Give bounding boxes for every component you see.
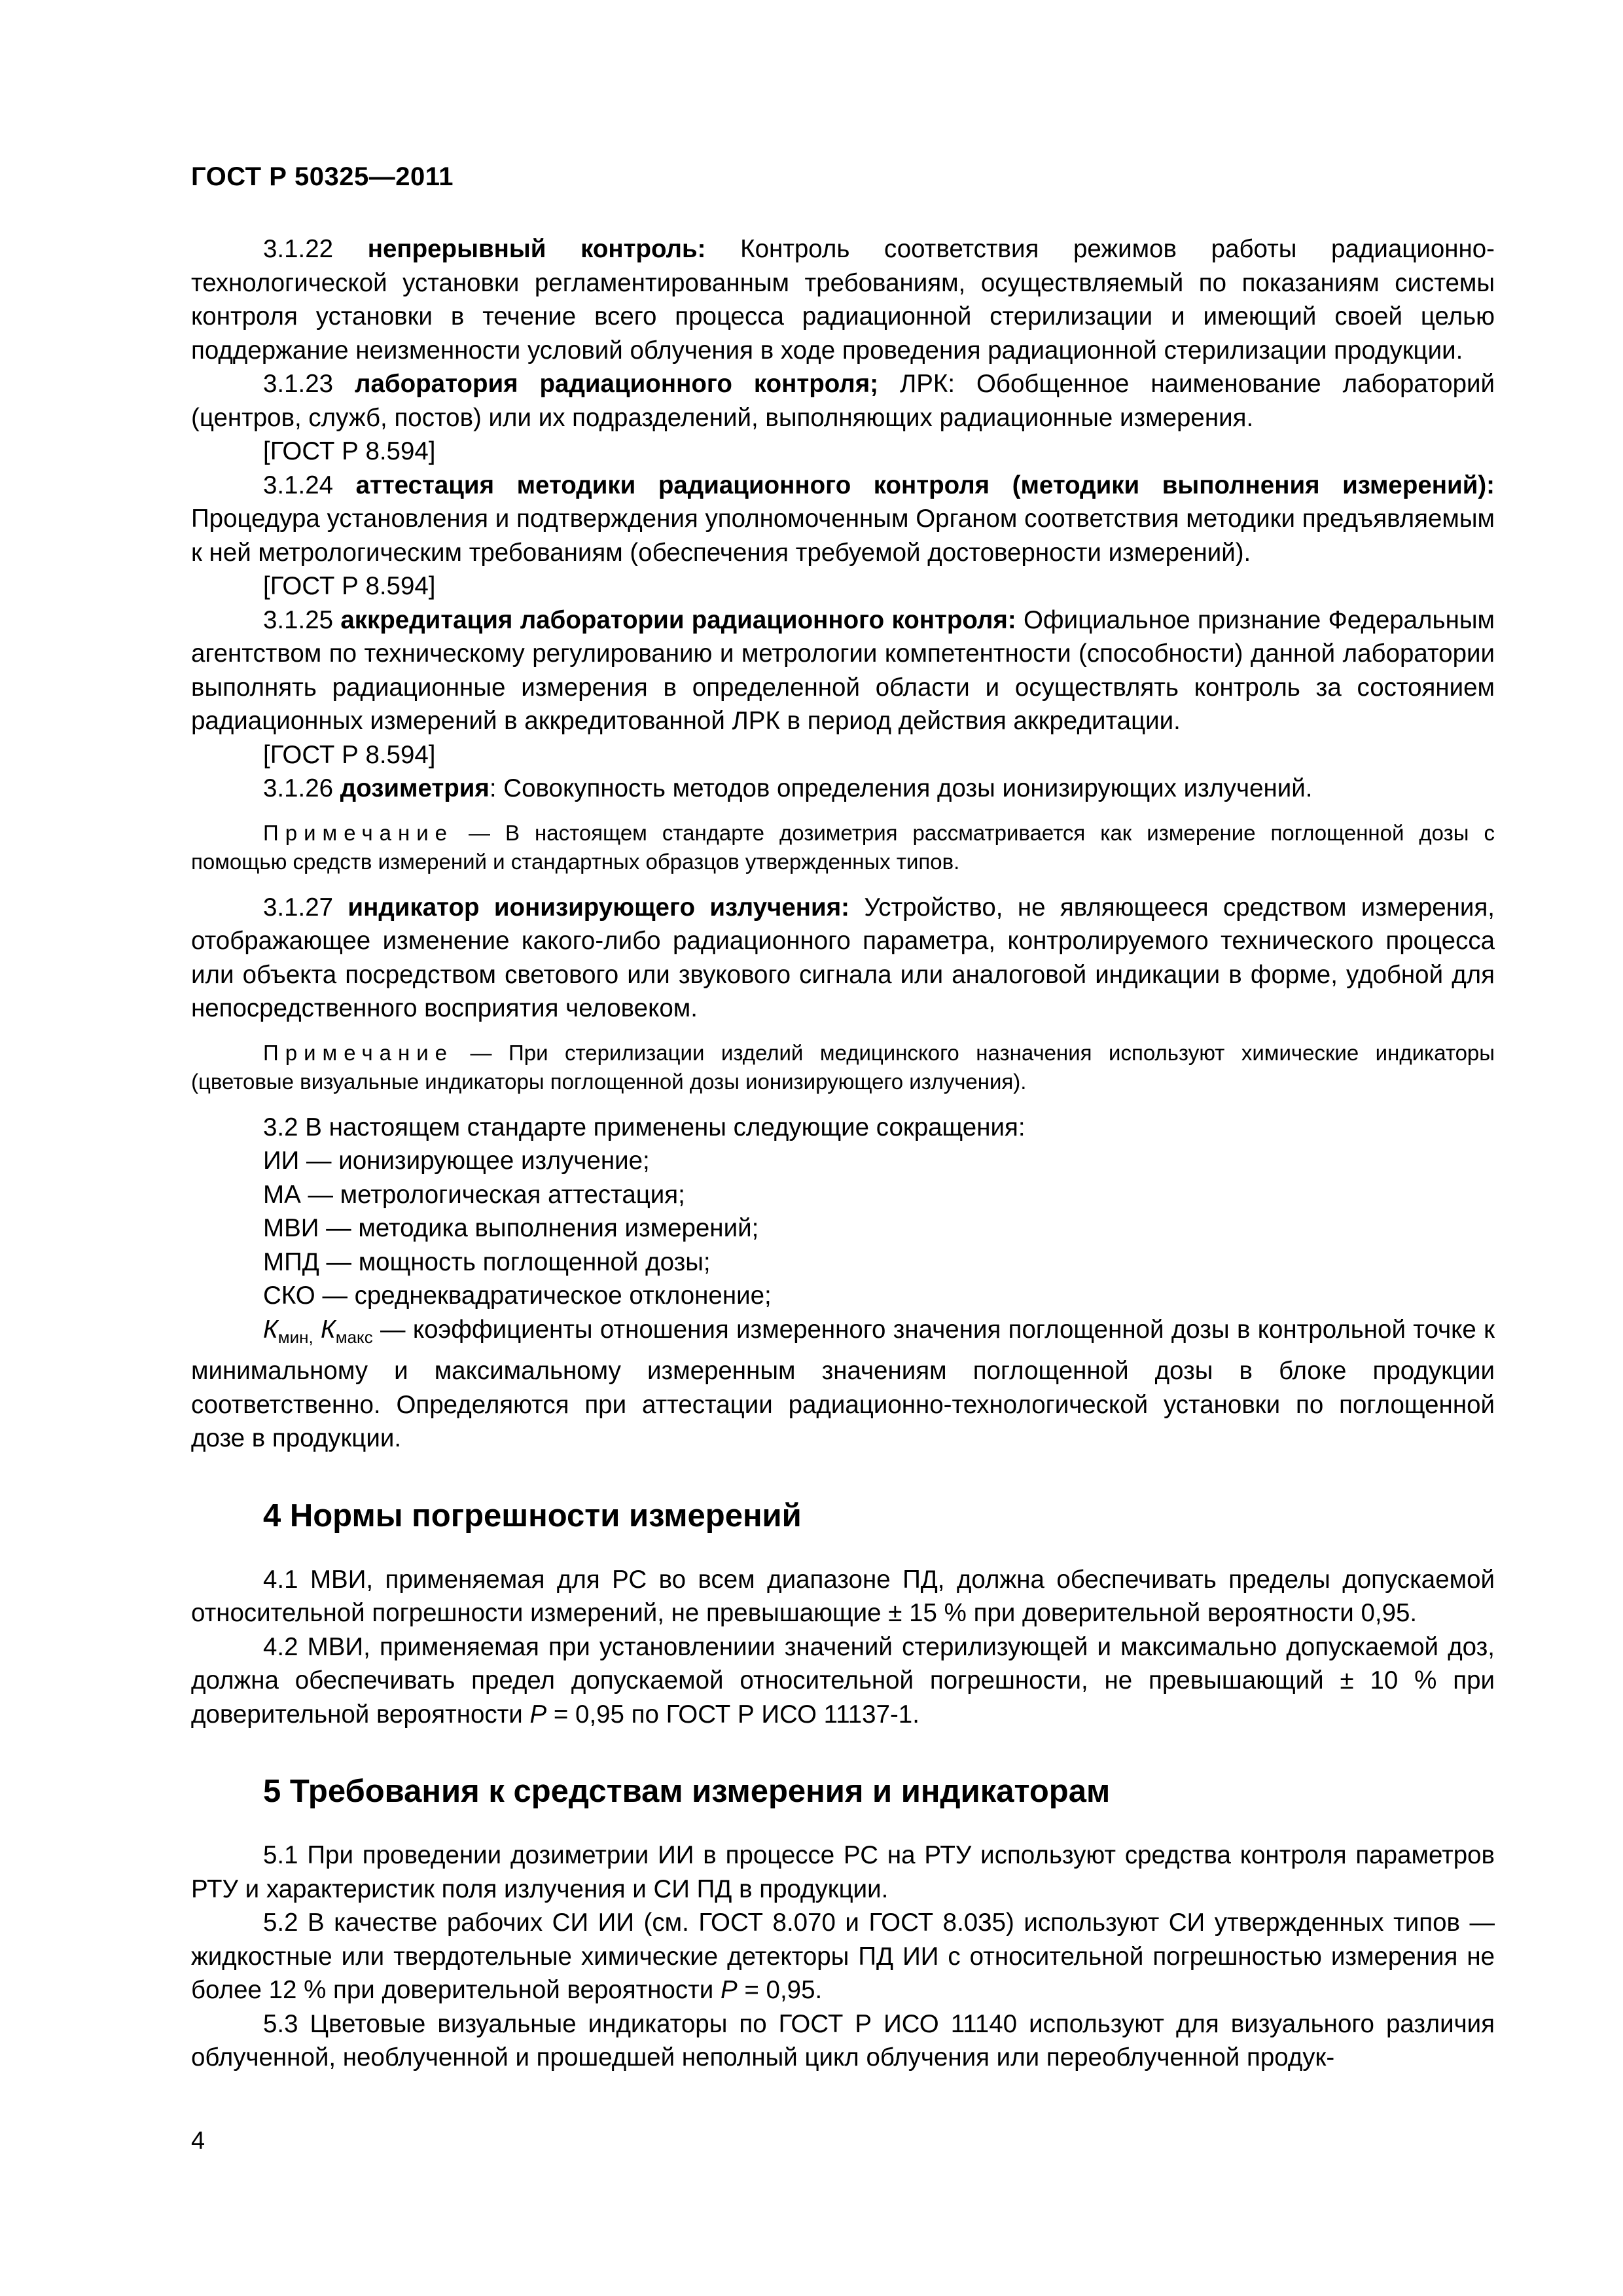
abbreviation-item: МПД — мощность поглощенной дозы; xyxy=(263,1247,711,1276)
term-number: 3.1.26 xyxy=(263,774,334,802)
term-definition: Процедура установления и подтверждения уполномоченным Органом соответствия методики предъявляемым к ней метрологическим требованиям (обеспечения требуемой достоверности измерений). xyxy=(191,505,1495,567)
k-max-subscript: макс xyxy=(335,1327,373,1347)
clause-5-3: 5.3 Цветовые визуальные индикаторы по ГОСТ Р ИСО 11140 используют для визуального различия облученной, необлученной и прошедшей неполный цикл облучения или переоблученной продук- xyxy=(191,2009,1495,2072)
term-number: 3.1.22 xyxy=(263,235,334,263)
term-definition: Официальное признание Федеральным агентством по техническому регулированию и метрологии компетентности (способности) данной лаборатории выполнять радиационные измерения в определенной области и осуществлять контроль за состоянием радиационных измерений в аккредитованной ЛРК в период действия аккредитации. xyxy=(191,605,1495,735)
clause-text: = 0,95 по ГОСТ Р ИСО 11137-1. xyxy=(546,1700,919,1729)
term-definition: Устройство, не являющееся средством измерения, отображающее изменение какого-либо радиационного параметра, контролируемого технического процесса или объекта посредством светового или звукового сигнала или аналоговой индикации в форме, удобной для непосредственного восприятия человеком. xyxy=(191,893,1495,1022)
abbreviation-item: ИИ — ионизирующее излучение; xyxy=(263,1147,650,1175)
term-reference: [ГОСТ Р 8.594] xyxy=(263,572,436,600)
term-3-1-26 xyxy=(191,772,1495,806)
term-reference: [ГОСТ Р 8.594] xyxy=(263,437,436,465)
k-min-subscript: мин, xyxy=(277,1327,313,1347)
clause-4-2 xyxy=(191,1630,1495,1732)
term-title: лаборатория радиационного контроля; xyxy=(354,370,879,398)
k-symbol: К xyxy=(321,1315,336,1344)
note-1 xyxy=(191,819,1495,876)
clause-text: = 0,95. xyxy=(737,1976,823,2004)
term-definition: : Совокупность методов определения дозы ионизирующих излучений. xyxy=(489,774,1313,802)
abbreviation-k-coefficients xyxy=(191,1313,1495,1456)
term-title: непрерывный контроль: xyxy=(367,235,706,263)
k-symbol: К xyxy=(263,1315,278,1344)
clause-text: 5.2 В качестве рабочих СИ ИИ (см. ГОСТ 8.070 и ГОСТ 8.035) используют СИ утвержденных типов — жидкостные или твердотельные химические детекторы ПД ИИ с относительной погрешностью измерения не более 12 % при доверительной вероятности xyxy=(191,1909,1495,2004)
term-3-1-27 xyxy=(191,891,1495,1026)
term-reference: [ГОСТ Р 8.594] xyxy=(263,740,436,769)
term-3-1-25 xyxy=(191,603,1495,738)
document-body xyxy=(191,232,1495,2075)
term-title: аттестация методики радиационного контроля (методики выполнения измерений): xyxy=(355,471,1495,499)
abbreviation-item: СКО — среднеквадратическое отклонение; xyxy=(263,1282,772,1310)
term-number: 3.1.24 xyxy=(263,471,334,499)
clause-4-1: 4.1 МВИ, применяемая для РС во всем диапазоне ПД, должна обеспечивать пределы допускаемой относительной погрешности измерений, не превышающие ± 15 % при доверительной вероятности 0,95. xyxy=(191,1565,1495,1627)
note-2 xyxy=(191,1039,1495,1096)
section-4-title: 4 Нормы погрешности измерений xyxy=(263,1498,802,1534)
term-definition: Контроль соответствия режимов работы радиационно-технологической установки регламентированным требованиям, осуществляемый по показаниям системы контроля установки в течение всего процесса радиационной стерилизации и имеющий своей целью поддержание неизменности условий облучения в ходе проведения радиационной стерилизации продукции. xyxy=(191,235,1495,365)
term-number: 3.1.25 xyxy=(263,605,334,634)
document-header: ГОСТ Р 50325—2011 xyxy=(191,162,454,191)
term-title: индикатор ионизирующего излучения: xyxy=(348,893,849,922)
note-text: — При стерилизации изделий медицинского назначения используют химические индикаторы (цветовые визуальные индикаторы поглощенной дозы ионизирующего излучения). xyxy=(191,1040,1495,1094)
note-label: Примечание xyxy=(263,820,454,845)
term-number: 3.1.27 xyxy=(263,893,334,922)
term-3-1-24 xyxy=(191,469,1495,570)
term-number: 3.1.23 xyxy=(263,370,334,398)
abbreviation-item: МА — метрологическая аттестация; xyxy=(263,1180,685,1209)
page-number: 4 xyxy=(191,2127,205,2155)
variable-p: Р xyxy=(529,1700,547,1729)
note-label: Примечание xyxy=(263,1040,454,1065)
term-definition: ЛРК: Обобщенное наименование лабораторий (центров, служб, постов) или их подразделений, выполняющих радиационные измерения. xyxy=(191,370,1495,432)
clause-5-2 xyxy=(191,1906,1495,2007)
term-3-1-22 xyxy=(191,232,1495,367)
section-5-title: 5 Требования к средствам измерения и индикаторам xyxy=(263,1774,1111,1809)
abbreviation-item: МВИ — методика выполнения измерений; xyxy=(263,1214,759,1242)
clause-5-1: 5.1 При проведении дозиметрии ИИ в процессе РС на РТУ используют средства контроля параметров РТУ и характеристик поля излучения и СИ ПД в продукции. xyxy=(191,1841,1495,1903)
abbreviations-intro: 3.2 В настоящем стандарте применены следующие сокращения: xyxy=(263,1113,1026,1141)
term-title: дозиметрия xyxy=(340,774,490,802)
variable-p: Р xyxy=(720,1976,738,2004)
note-text: — В настоящем стандарте дозиметрия рассматривается как измерение поглощенной дозы с помощью средств измерений и стандартных образцов утвержденных типов. xyxy=(191,820,1495,874)
term-title: аккредитация лаборатории радиационного контроля: xyxy=(340,605,1016,634)
term-3-1-23 xyxy=(191,367,1495,435)
clause-text: 4.2 МВИ, применяемая при установлениии значений стерилизующей и максимально допускаемой доз, должна обеспечивать предел допускаемой относительной погрешности, не превышающий ± 10 % при доверительной вероятности xyxy=(191,1632,1495,1729)
k-definition: — коэффициенты отношения измеренного значения поглощенной дозы в контрольной точке к минимальному и максимальному измеренным значениям поглощенной дозы в блоке продукции соответственно. Определяются при аттестации радиационно-технологической установки по поглощенной дозе в продукции. xyxy=(191,1315,1495,1452)
